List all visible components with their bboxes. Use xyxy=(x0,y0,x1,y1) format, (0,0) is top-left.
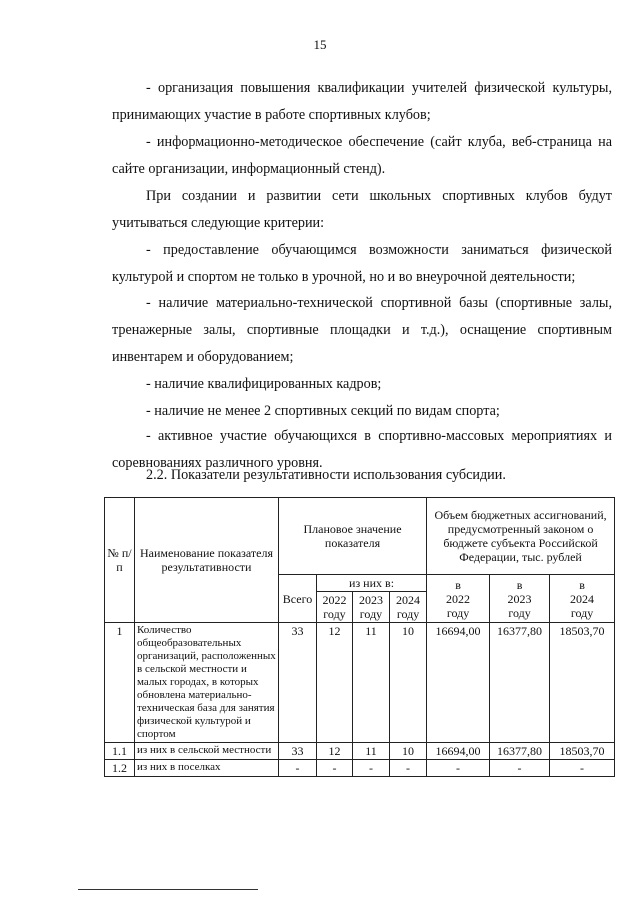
row-1-num: 1 xyxy=(105,623,135,743)
header-budget-2022-word: году xyxy=(446,605,470,620)
row-1-1-plan-2023: 11 xyxy=(353,743,390,760)
header-name: Наименование показателя результативности xyxy=(135,498,279,623)
row-1-1-budget-2023: 16377,80 xyxy=(490,743,550,760)
row-1-2-plan-2024: - xyxy=(390,760,427,777)
row-1-1-name: из них в сельской местности xyxy=(135,743,279,760)
paragraph-info-support: - информационно-методическое обеспечение (сайт клуба, веб-страница на сайте организации, информационный стенд). xyxy=(112,134,612,177)
row-1-2-budget-2022: - xyxy=(427,760,490,777)
row-1-2-budget-2023: - xyxy=(490,760,550,777)
header-total: Всего xyxy=(279,575,317,623)
header-budget-2024-in: в xyxy=(579,577,585,592)
row-1-total: 33 xyxy=(279,623,317,743)
row-1-2-num: 1.2 xyxy=(105,760,135,777)
row-1-1-plan-2024: 10 xyxy=(390,743,427,760)
row-1-plan-2024: 10 xyxy=(390,623,427,743)
header-budget-2022 xyxy=(427,575,490,623)
table-header-row-1 xyxy=(105,498,615,575)
paragraph-criterion-participation: - активное участие обучающихся в спортивно-массовых мероприятиях и соревнованиях различного уровня. xyxy=(112,428,612,471)
section-heading: 2.2. Показатели результативности использования субсидии. xyxy=(146,467,506,483)
paragraph-qualification: - организация повышения квалификации учителей физической культуры, принимающих участие в работе спортивных клубов; xyxy=(112,80,612,123)
row-1-plan-2022: 12 xyxy=(317,623,353,743)
paragraph-criterion-staff: - наличие квалифицированных кадров; xyxy=(146,376,382,392)
row-1-budget-2024: 18503,70 xyxy=(550,623,615,743)
header-budget-2023-year: 2023 xyxy=(507,591,532,606)
row-1-1-total: 33 xyxy=(279,743,317,760)
row-1-budget-2022: 16694,00 xyxy=(427,623,490,743)
header-plan-2022: 2022 году xyxy=(317,592,353,623)
row-1-plan-2023: 11 xyxy=(353,623,390,743)
row-1-budget-2023: 16377,80 xyxy=(490,623,550,743)
header-budget-2022-year: 2022 xyxy=(446,591,471,606)
paragraph-criterion-opportunity: - предоставление обучающимся возможности заниматься физической культурой и спортом не только в урочной, но и во внеурочной деятельности; xyxy=(112,242,612,285)
header-of-which: из них в: xyxy=(317,575,427,592)
row-1-1-plan-2022: 12 xyxy=(317,743,353,760)
page-number: 15 xyxy=(313,37,327,52)
paragraph-criterion-base: - наличие материально-технической спортивной базы (спортивные залы, тренажерные залы, спортивные площадки и т.д.), оснащение спортивным инвентарем и оборудованием; xyxy=(112,295,612,365)
row-1-1-num: 1.1 xyxy=(105,743,135,760)
row-1-2-plan-2022: - xyxy=(317,760,353,777)
header-budget-2023-in: в xyxy=(516,577,523,592)
header-plan-2023: 2023 году xyxy=(353,592,390,623)
header-budget-2023-word: году xyxy=(508,605,531,620)
header-num: № п/п xyxy=(105,498,135,623)
table-row xyxy=(105,760,615,777)
header-budget-2024-word: году xyxy=(570,605,594,620)
paragraph-criteria-intro: При создании и развитии сети школьных спортивных клубов будут учитываться следующие критерии: xyxy=(112,188,612,231)
header-plan-2024: 2024 году xyxy=(390,592,427,623)
header-budget-2024-year: 2024 xyxy=(570,591,595,606)
table-row xyxy=(105,743,615,760)
header-plan: Плановое значение показателя xyxy=(279,498,427,575)
paragraph-criterion-sections: - наличие не менее 2 спортивных секций по видам спорта; xyxy=(146,403,500,419)
header-budget: Объем бюджетных ассигнований, предусмотренный законом о бюджете субъекта Российской Федерации, тыс. рублей xyxy=(427,498,615,575)
row-1-2-plan-2023: - xyxy=(353,760,390,777)
row-1-name: Количество общеобразовательных организаций, расположенных в сельской местности и малых городах, в которых обновлена материально-техническая база для занятия физической культурой и спортом xyxy=(135,623,279,743)
header-budget-2022-in: в xyxy=(455,577,461,592)
row-1-1-budget-2022: 16694,00 xyxy=(427,743,490,760)
header-budget-2024 xyxy=(550,575,615,623)
row-1-1-budget-2024: 18503,70 xyxy=(550,743,615,760)
indicators-table xyxy=(104,497,615,777)
table-row xyxy=(105,623,615,743)
row-1-2-budget-2024: - xyxy=(550,760,615,777)
row-1-2-name: из них в поселках xyxy=(135,760,279,777)
row-1-2-total: - xyxy=(279,760,317,777)
footnote-divider xyxy=(78,889,258,890)
header-budget-2023 xyxy=(490,575,550,623)
